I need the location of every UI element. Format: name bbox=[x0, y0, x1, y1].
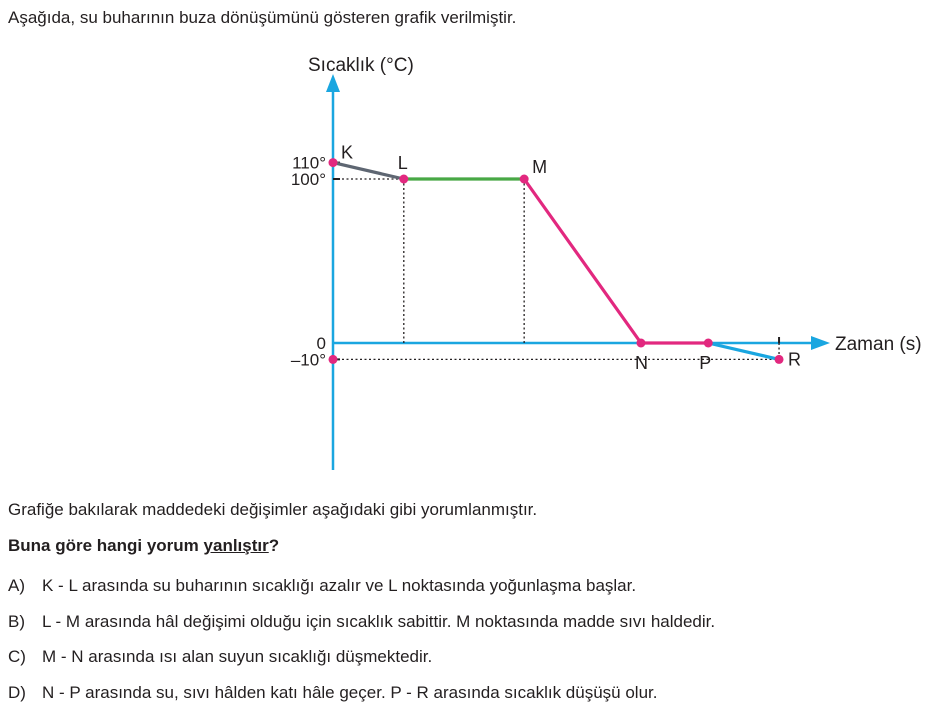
y-tick-label: –10° bbox=[290, 350, 326, 370]
y-axis-arrow bbox=[326, 74, 340, 92]
option-letter: C) bbox=[8, 647, 26, 666]
option-a[interactable] bbox=[8, 576, 715, 612]
point-r bbox=[775, 355, 784, 364]
option-text: N - P arasında su, sıvı hâlden katı hâle geçer. P - R arasında sıcaklık düşüşü olur. bbox=[42, 682, 658, 702]
option-text: K - L arasında su buharının sıcaklığı azalır ve L noktasında yoğunlaşma başlar. bbox=[42, 576, 637, 595]
point-n bbox=[636, 339, 645, 348]
point-label-r: R bbox=[788, 349, 802, 370]
point-label-n: N bbox=[634, 353, 648, 373]
intro-text: Aşağıda, su buharının buza dönüşümünü gösteren grafik verilmiştir. bbox=[8, 8, 517, 27]
interpretation-paragraph: Grafiğe bakılarak maddedeki değişimler aşağıdaki gibi yorumlanmıştır. bbox=[8, 500, 538, 519]
option-text: L - M arasında hâl değişimi olduğu için sıcaklık sabittir. M noktasında madde sıvı haldedir. bbox=[42, 611, 716, 631]
point-label-p: P bbox=[699, 353, 712, 373]
y-axis-label: Sıcaklık (°C) bbox=[308, 55, 414, 76]
question-underlined: yanlıştır bbox=[203, 536, 269, 555]
y-tick-label: 0 bbox=[316, 334, 326, 353]
option-letter: D) bbox=[8, 682, 26, 702]
option-c[interactable] bbox=[8, 647, 715, 683]
option-d[interactable] bbox=[8, 683, 715, 719]
answer-options bbox=[8, 576, 715, 718]
point-p bbox=[704, 339, 713, 348]
question-prefix: Buna göre hangi yorum bbox=[8, 536, 204, 555]
option-b[interactable] bbox=[8, 612, 715, 648]
question-text bbox=[8, 536, 279, 556]
point-label-l: L bbox=[397, 153, 408, 173]
segment-p-r bbox=[708, 343, 779, 359]
point-l bbox=[399, 175, 408, 184]
option-letter: B) bbox=[8, 611, 25, 631]
x-axis-arrow bbox=[811, 336, 830, 350]
point-label-k: K bbox=[341, 142, 354, 163]
point-labels bbox=[341, 143, 801, 373]
segment-k-l bbox=[333, 163, 404, 179]
point-label-m: M bbox=[532, 157, 548, 177]
question-suffix: ? bbox=[268, 536, 280, 555]
option-text: M - N arasında ısı alan suyun sıcaklığı düşmektedir. bbox=[42, 647, 433, 666]
option-letter: A) bbox=[8, 576, 25, 595]
guide-lines bbox=[333, 179, 779, 359]
y-tick-label: 100° bbox=[290, 170, 326, 189]
point-k bbox=[329, 158, 338, 167]
graph-segments bbox=[333, 163, 779, 360]
point-minus10-axis bbox=[329, 355, 338, 364]
point-m bbox=[520, 175, 529, 184]
segment-m-n bbox=[524, 179, 641, 343]
y-tick-label: 110° bbox=[292, 153, 326, 173]
x-axis-label: Zaman (s) bbox=[835, 334, 922, 355]
graph-points bbox=[329, 158, 784, 364]
